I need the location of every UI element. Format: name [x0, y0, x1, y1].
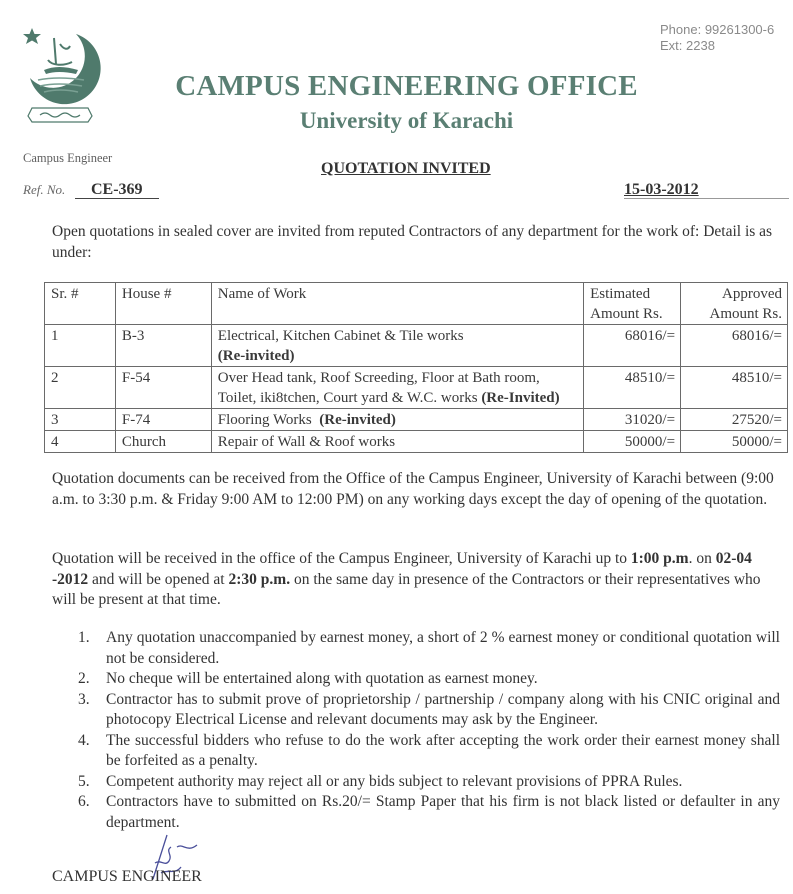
conditions-list [78, 628, 780, 833]
reinvited-tag: (Re-invited) [217, 348, 295, 364]
opening-time: 2:30 p.m. [228, 570, 291, 588]
cell-work [211, 325, 583, 367]
reinvited-tag: (Re-Invited) [481, 390, 560, 406]
phone-extension: Ext: 2238 [660, 38, 715, 53]
phone-number: Phone: 99261300-6 [660, 22, 775, 37]
office-title: CAMPUS ENGINEERING OFFICE [175, 70, 638, 102]
submission-text: and will be opened at [88, 570, 229, 588]
cell-estimated: 68016/= [584, 325, 681, 367]
condition-number: 1. [78, 629, 90, 646]
work-text: Electrical, Kitchen Cabinet & Tile works [217, 328, 464, 344]
condition-text: Contractors have to submitted on Rs.20/= Stamp Paper that his firm is not black listed or defaulter in any department. [106, 793, 780, 831]
submission-text: . on [688, 550, 716, 567]
cell-work [211, 409, 583, 431]
document-heading: QUOTATION INVITED [321, 160, 491, 177]
condition-number: 5. [78, 772, 90, 790]
condition-item [78, 628, 780, 669]
cell-sr: 1 [45, 325, 116, 367]
document-date [624, 181, 789, 199]
work-text: Flooring Works [217, 412, 312, 428]
works-table [44, 282, 788, 453]
cell-approved: 50000/= [681, 431, 788, 453]
condition-item [78, 792, 780, 833]
col-header-estimated [584, 283, 681, 325]
condition-text: Any quotation unaccompanied by earnest money, a short of 2 % earnest money or conditional quotation will not be considered. [106, 629, 780, 667]
table-row [45, 409, 788, 431]
table-row [45, 325, 788, 367]
col-header-estimated-line2: Amount Rs. [590, 306, 663, 322]
condition-number: 3. [78, 690, 90, 708]
col-header-house: House # [115, 283, 211, 325]
submission-date: 02-04 -2012 [52, 550, 752, 588]
condition-item [78, 690, 780, 731]
documents-paragraph: Quotation documents can be received from the Office of the Campus Engineer, University of Karachi between (9:00 a.m. to 3:30 p.m. & Friday 9:00 AM to 12:00 PM) on any working days except the day of opening of the quotation. [52, 470, 774, 508]
work-text: Over Head tank, Roof Screeding, Floor at Bath room, Toilet, iki8tchen, Court yard & W.C. works [217, 370, 540, 406]
cell-estimated: 48510/= [584, 367, 681, 409]
condition-text: Contractor has to submit prove of proprietorship / partnership / company along with his CNIC original and photocopy Electrical License and relevant documents may ask by the Engineer. [106, 690, 780, 728]
ref-label: Ref. No. [23, 182, 66, 197]
cell-approved: 27520/= [681, 409, 788, 431]
table-row [45, 431, 788, 453]
cell-estimated: 50000/= [584, 431, 681, 453]
signatory-title: CAMPUS ENGINEER [52, 868, 202, 885]
condition-text: No cheque will be entertained along with quotation as earnest money. [106, 670, 538, 687]
submission-time: 1:00 p.m [630, 550, 689, 567]
contact-info [660, 22, 774, 54]
table-row [45, 367, 788, 409]
university-name: University of Karachi [299, 108, 514, 133]
col-header-approved-line1: Approved [722, 286, 782, 302]
submission-text: Quotation will be received in the office of the Campus Engineer, University of Karachi up to [52, 550, 631, 567]
ref-value: CE-369 [75, 181, 159, 199]
condition-item [78, 731, 780, 772]
cell-house: F-74 [115, 409, 211, 431]
cell-estimated: 31020/= [584, 409, 681, 431]
submission-text: on the same day in presence of the Contractors or their representatives who will be present at that time. [52, 570, 761, 608]
condition-item [78, 669, 780, 690]
condition-number: 4. [78, 731, 90, 749]
col-header-approved [681, 283, 788, 325]
date-value: 15-03-2012 [624, 181, 699, 198]
cell-approved: 68016/= [681, 325, 788, 367]
reinvited-tag: (Re-invited) [319, 412, 396, 428]
cell-sr: 2 [45, 367, 116, 409]
cell-house: B-3 [115, 325, 211, 367]
sender-label: Campus Engineer [23, 151, 113, 165]
condition-text: Competent authority may reject all or any bids subject to relevant provisions of PPRA Rules. [106, 772, 683, 790]
condition-number: 2. [78, 670, 90, 687]
cell-approved: 48510/= [681, 367, 788, 409]
submission-paragraph [52, 549, 782, 611]
condition-number: 6. [78, 793, 90, 810]
table-header-row [45, 283, 788, 325]
condition-text: The successful bidders who refuse to do the work after accepting the work order their earnest money shall be forfeited as a penalty. [106, 731, 780, 769]
col-header-sr: Sr. # [45, 283, 116, 325]
intro-paragraph: Open quotations in sealed cover are invited from reputed Contractors of any department for the work of: Detail is as under: [52, 223, 773, 261]
work-text: Repair of Wall & Roof works [217, 434, 396, 450]
cell-house: F-54 [115, 367, 211, 409]
cell-work [211, 431, 583, 453]
col-header-approved-line2: Amount Rs. [709, 306, 782, 322]
reference-number [23, 181, 159, 199]
col-header-estimated-line1: Estimated [590, 286, 651, 302]
cell-work [211, 367, 583, 409]
cell-house: Church [115, 431, 211, 453]
condition-item [78, 772, 780, 793]
col-header-work: Name of Work [211, 283, 583, 325]
cell-sr: 4 [45, 431, 116, 453]
cell-sr: 3 [45, 409, 116, 431]
